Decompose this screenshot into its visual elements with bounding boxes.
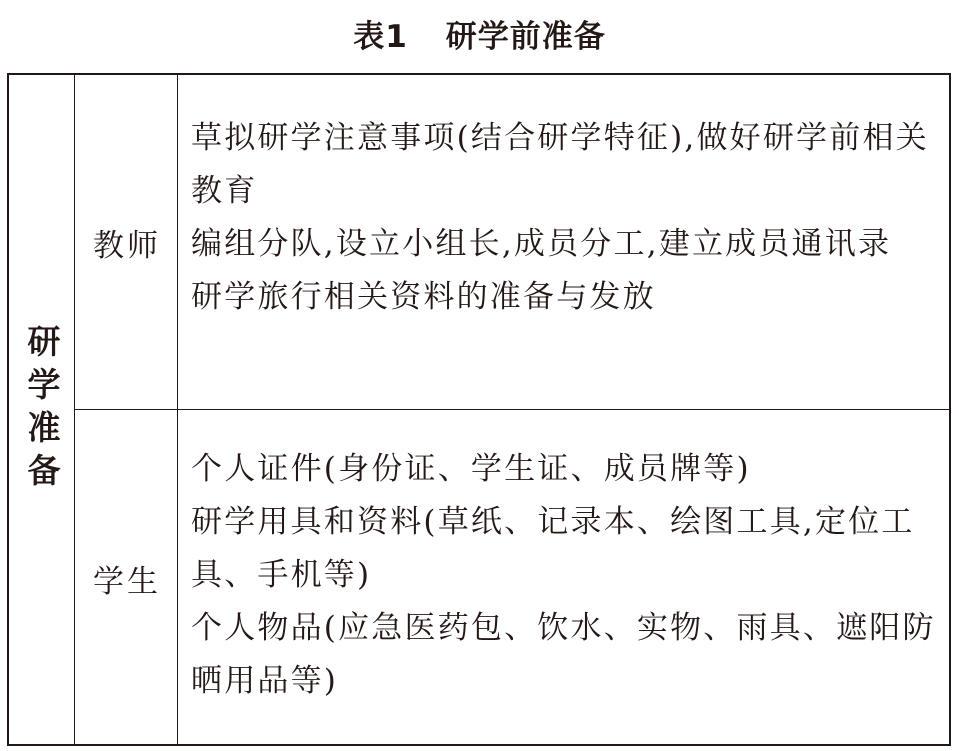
role-teacher: 教师 [93, 227, 161, 264]
list-item: 研学用具和资料(草纸、记录本、绘图工具,定位工具、手机等) [191, 504, 915, 593]
row-divider [75, 409, 949, 410]
role-student: 学生 [93, 563, 161, 600]
student-items [191, 443, 948, 708]
teacher-items [191, 112, 948, 324]
table-number: 表1 [353, 18, 408, 55]
list-item: 个人物品(应急医药包、饮水、实物、雨具、遮阳防晒用品等) [191, 610, 936, 699]
list-item: 编组分队,设立小组长,成员分工,建立成员通讯录 [191, 226, 892, 262]
group-label: 研学准备 [22, 323, 62, 496]
list-item: 研学旅行相关资料的准备与发放 [191, 279, 656, 315]
preparation-table [7, 73, 951, 746]
list-item: 个人证件(身份证、学生证、成员牌等) [191, 451, 751, 487]
group-label-cell [9, 75, 75, 744]
list-item: 草拟研学注意事项(结合研学特征),做好研学前相关教育 [191, 120, 929, 209]
table-title: 研学前准备 [445, 18, 606, 55]
table-caption [0, 10, 959, 56]
